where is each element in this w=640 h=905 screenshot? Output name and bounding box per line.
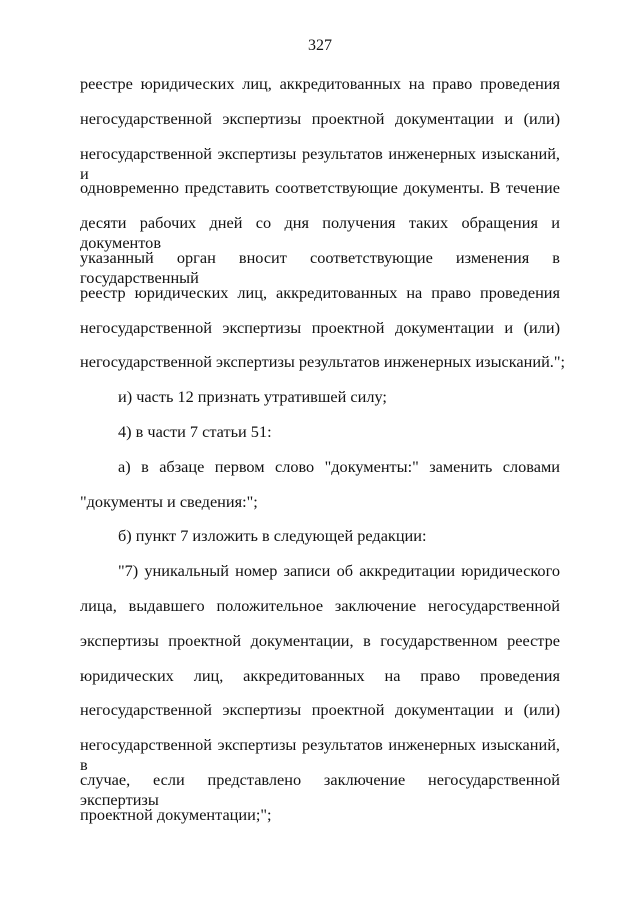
text-line: лица, выдавшего положительное заключение негосударственной bbox=[80, 596, 560, 615]
text-line: б) пункт 7 изложить в следующей редакции: bbox=[118, 526, 427, 546]
text-line: а) в абзаце первом слово "документы:" заменить словами bbox=[118, 456, 560, 476]
text-line: негосударственной экспертизы результатов инженерных изысканий."; bbox=[80, 352, 566, 372]
text-line: указанный орган вносит соответствующие изменения в государственный bbox=[80, 248, 560, 287]
text-line: негосударственной экспертизы результатов инженерных изысканий, в bbox=[80, 735, 560, 775]
text-line: одновременно представить соответствующие документы. В течение bbox=[80, 178, 560, 198]
text-line: "документы и сведения:"; bbox=[80, 491, 258, 511]
page-number: 327 bbox=[308, 37, 332, 54]
text-line: реестр юридических лиц, аккредитованных на право проведения bbox=[80, 282, 560, 302]
text-line: реестре юридических лиц, аккредитованных на право проведения bbox=[80, 74, 560, 93]
text-line: негосударственной экспертизы проектной документации и (или) bbox=[80, 108, 560, 128]
text-line: проектной документации;"; bbox=[80, 804, 272, 824]
text-line: негосударственной экспертизы результатов инженерных изысканий, и bbox=[80, 143, 560, 183]
text-line: и) часть 12 признать утратившей силу; bbox=[118, 387, 387, 407]
text-line: десяти рабочих дней со дня получения таких обращения и документов bbox=[80, 213, 560, 253]
text-line: юридических лиц, аккредитованных на право проведения bbox=[80, 665, 560, 685]
text-line: негосударственной экспертизы проектной документации и (или) bbox=[80, 317, 560, 337]
text-line: экспертизы проектной документации, в государственном реестре bbox=[80, 630, 560, 650]
text-line: негосударственной экспертизы проектной документации и (или) bbox=[80, 700, 560, 720]
text-line: случае, если представлено заключение негосударственной экспертизы bbox=[80, 770, 560, 809]
text-line: 4) в части 7 статьи 51: bbox=[118, 422, 272, 441]
text-line: "7) уникальный номер записи об аккредитации юридического bbox=[118, 561, 560, 581]
